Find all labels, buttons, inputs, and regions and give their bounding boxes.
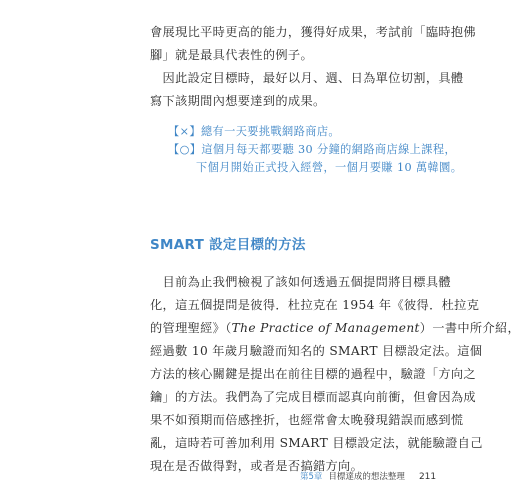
good-example-line-1: 【○】這個月每天都要聽 30 分鐘的網路商店線上課程， xyxy=(168,143,457,156)
text-line: 化，這五個提問是彼得．杜拉克在 1954 年《彼得．杜拉克 xyxy=(150,298,480,312)
bad-example: 【×】總有一天要挑戰網路商店。 xyxy=(168,125,340,138)
text-line: 因此設定目標時，最好以月、週、日為單位切割，具體 xyxy=(150,71,464,85)
text-line: 目前為止我們檢視了該如何透過五個提問將目標具體 xyxy=(150,275,451,289)
text-line: 腳」就是最具代表性的例子。 xyxy=(150,48,313,62)
text-line: 鑰」的方法。我們為了完成目標而認真向前衝，但會因為成 xyxy=(150,390,476,404)
intro-paragraph xyxy=(150,21,476,113)
book-title-italic: The Practice of Management xyxy=(231,321,420,335)
good-example-line-2: 下個月開始正式投入經營，一個月要賺 10 萬韓圜。 xyxy=(196,161,463,174)
text-line: 現在是否做得對，或者是否搞錯方向。 xyxy=(150,459,364,473)
text-line xyxy=(150,317,520,340)
text-line: 經過數 10 年歲月驗證而知名的 SMART 目標設定法。這個 xyxy=(150,344,483,358)
text-segment: ）一書中所介紹， xyxy=(419,321,520,335)
footer-chapter: 第5章 xyxy=(300,472,323,482)
section-heading: SMART 設定目標的方法 xyxy=(150,237,306,253)
text-line: 果不如預期而倍感挫折，也經常會太晚發現錯誤而感到慌 xyxy=(150,413,464,427)
footer-title: 目標達成的想法整理 xyxy=(328,472,405,482)
text-line: 方法的核心關鍵是提出在前往目標的過程中，驗證「方向之 xyxy=(150,367,476,381)
text-line: 亂，這時若可善加利用 SMART 目標設定法，就能驗證自己 xyxy=(150,436,483,450)
text-line: 寫下該期間內想要達到的成果。 xyxy=(150,94,326,108)
text-segment: 的管理聖經》（ xyxy=(150,321,232,335)
example-list xyxy=(168,123,462,177)
page-footer xyxy=(300,470,436,482)
page-number: 211 xyxy=(418,472,437,482)
text-line: 會展現比平時更高的能力，獲得好成果，考試前「臨時抱佛 xyxy=(150,25,476,39)
